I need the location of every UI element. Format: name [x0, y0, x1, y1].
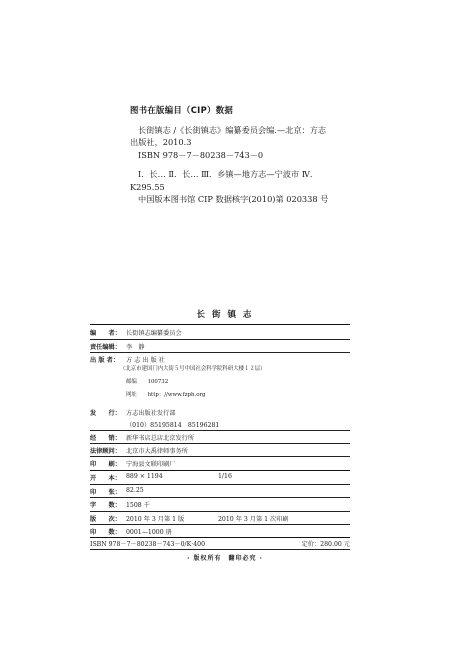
- responsible-editor-value: 李 静: [126, 344, 145, 351]
- imprint-resp-editor-row: [90, 342, 350, 351]
- editor-label: 编 者：: [90, 330, 121, 337]
- printing-value: 2010 年 3 月第 1 次印刷: [218, 516, 289, 523]
- imprint-rule: [90, 484, 350, 485]
- imprint-sales-row: [90, 433, 350, 442]
- imprint-rule-mid: [90, 470, 350, 471]
- cip-line-2: 出版社，2010.3: [130, 137, 192, 147]
- print-run-value: 0001—1000 册: [126, 529, 172, 536]
- imprint-copies-row: [90, 527, 350, 536]
- print-run-label: 印 数：: [90, 529, 121, 536]
- responsible-editor-label: 责任编辑：: [90, 344, 121, 351]
- cip-class-code: K295.55: [130, 181, 165, 192]
- copyright-notice: · 版权所有 翻印必究 ·: [187, 555, 263, 562]
- imprint-rule: [90, 339, 350, 340]
- publisher-website: 网址 http：//www.fzph.org: [126, 392, 206, 398]
- imprint-rule-top: [90, 324, 350, 325]
- publisher-address: （北京市建国门内大街５号中国社会科学院科研大楼１２层）: [120, 366, 266, 372]
- editor-value: 长街镇志编纂委员会: [126, 330, 182, 337]
- imprint-sheets-row: [90, 487, 350, 496]
- printer-value: 宁海县文联印刷厂: [126, 461, 176, 468]
- publisher-label: 出 版 者：: [90, 357, 120, 364]
- format-value-2: 1/16: [218, 473, 232, 480]
- imprint-rule: [90, 456, 350, 457]
- sales-label: 经 销：: [90, 435, 121, 442]
- imprint-rule: [90, 443, 350, 444]
- imprint-editor-row: [90, 328, 350, 337]
- imprint-rule-bottom: [90, 537, 350, 538]
- sheets-value: 82.25: [126, 487, 144, 494]
- cip-title: 图书在版编目（CIP）数据: [130, 105, 234, 115]
- publisher-postcode: 邮编 100732: [126, 379, 169, 385]
- imprint-edition-row: [90, 514, 350, 523]
- imprint-distribution-block: [90, 408, 350, 429]
- imprint-book-title: 长 街 镇 志: [196, 310, 254, 320]
- distribution-value: 方志出版社发行部: [126, 410, 176, 417]
- imprint-rule: [90, 511, 350, 512]
- format-label: 开 本：: [90, 475, 121, 482]
- edition-label: 版 次：: [90, 516, 121, 523]
- distribution-label: 发 行：: [90, 410, 121, 417]
- imprint-printer-row: [90, 459, 350, 468]
- imprint-rule: [90, 430, 350, 431]
- format-value: 889 × 1194: [126, 473, 163, 480]
- legal-counsel-value: 北京市大禹律师事务所: [126, 448, 188, 455]
- printer-label: 印 刷：: [90, 461, 121, 468]
- imprint-rule-end: [90, 549, 350, 550]
- imprint-format-row: [90, 473, 350, 482]
- imprint-words-row: [90, 500, 350, 509]
- cip-approval-number: 中国版本图书馆 CIP 数据核字(2010)第 020338 号: [138, 194, 329, 204]
- publisher-value: 方 志 出 版 社: [126, 357, 165, 364]
- full-isbn: ISBN 978－7－80238－743－0/K·400: [90, 541, 206, 548]
- imprint-isbn-price-row: [90, 539, 350, 548]
- sales-value: 新华书店总店北京发行所: [126, 435, 195, 442]
- cip-isbn: ISBN 978－7－80238－743－0: [138, 149, 264, 160]
- distribution-phone: （010）85195814 85196281: [126, 422, 220, 429]
- edition-value: 2010 年 3 月第 1 版: [126, 516, 185, 523]
- imprint-legal-row: [90, 446, 350, 455]
- sheets-label: 印 张：: [90, 489, 121, 496]
- imprint-rule: [90, 352, 350, 353]
- imprint-publisher-block: [90, 355, 350, 403]
- cip-line-1: 长街镇志 /《长街镇志》编纂委员会编.—北京：方志: [138, 124, 327, 135]
- cip-data-block: [130, 104, 420, 206]
- cip-classification: Ⅰ．长… Ⅱ．长… Ⅲ．乡镇—地方志—宁波市 Ⅳ．: [138, 169, 319, 179]
- legal-counsel-label: 法律顾问：: [90, 448, 121, 455]
- imprint-rule: [90, 497, 350, 498]
- imprint-rule: [90, 524, 350, 525]
- word-count-label: 字 数：: [90, 502, 121, 509]
- word-count-value: 1508 千: [126, 502, 150, 509]
- price: 定价：280.00 元: [301, 541, 350, 548]
